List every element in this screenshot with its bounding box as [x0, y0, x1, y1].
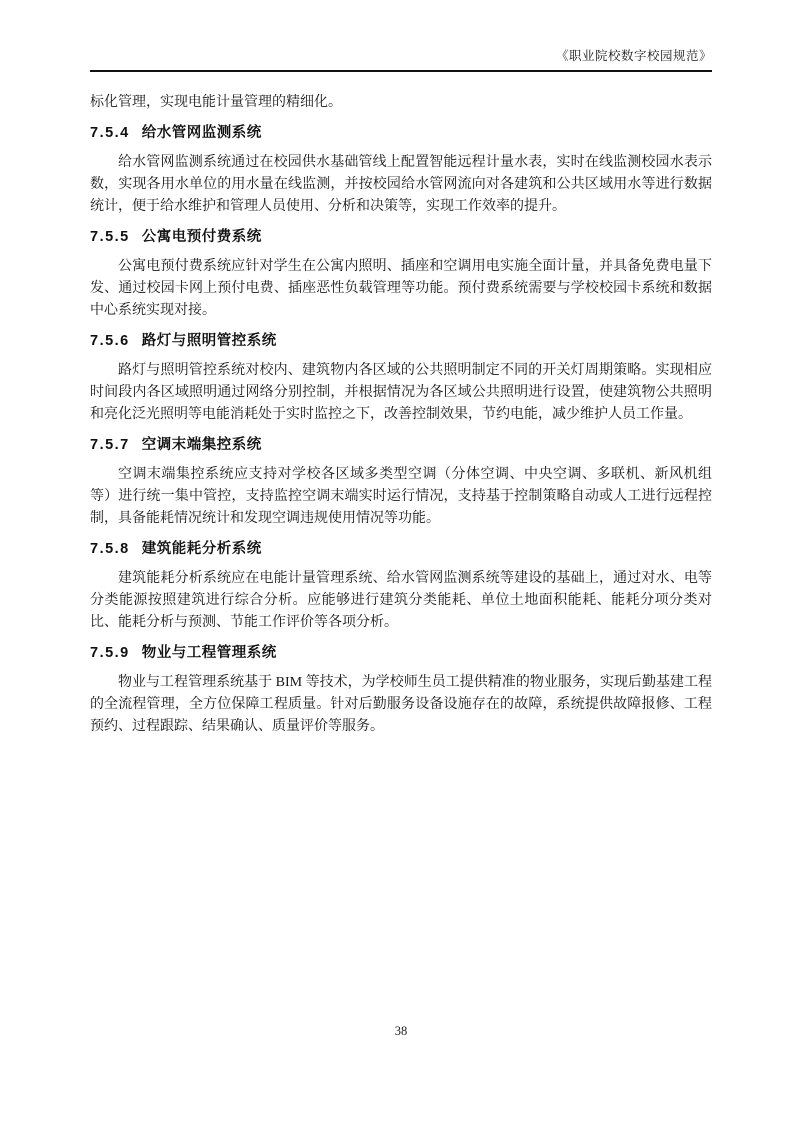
section-number: 7.5.8: [90, 541, 130, 557]
section-title: 空调末端集控系统: [141, 437, 262, 453]
section-heading: [90, 227, 712, 247]
section-body: 公寓电预付费系统应针对学生在公寓内照明、插座和空调用电实施全面计量，并具备免费电量下发、通过校园卡网上预付电费、插座恶性负载管理等功能。预付费系统需要与学校校园卡系统和数据中心系统实现对接。: [90, 259, 712, 318]
section-heading: [90, 643, 712, 663]
section-title: 物业与工程管理系统: [141, 645, 277, 661]
section-number: 7.5.6: [90, 333, 130, 349]
section-body: 建筑能耗分析系统应在电能计量管理系统、给水管网监测系统等建设的基础上，通过对水、电等分类能源按照建筑进行综合分析。应能够进行建筑分类能耗、单位土地面积能耗、能耗分项分类对比、能耗分析与预测、节能工作评价等各项分析。: [90, 571, 712, 630]
section-number: 7.5.5: [90, 229, 130, 245]
running-header: [90, 48, 712, 72]
section-heading: [90, 435, 712, 455]
section-body: 给水管网监测系统通过在校园供水基础管线上配置智能远程计量水表，实时在线监测校园水表示数，实现各用水单位的用水量在线监测，并按校园给水管网流向对各建筑和公共区域用水等进行数据统计，便于给水维护和管理人员使用、分析和决策等，实现工作效率的提升。: [90, 155, 712, 214]
section-body: 物业与工程管理系统基于 BIM 等技术，为学校师生员工提供精准的物业服务，实现后勤基建工程的全流程管理，全方位保障工程质量。针对后勤服务设备设施存在的故障，系统提供故障报修、工程预约、过程跟踪、结果确认、质量评价等服务。: [90, 675, 712, 734]
section-body: 路灯与照明管控系统对校内、建筑物内各区域的公共照明制定不同的开关灯周期策略。实现相应时间段内各区域照明通过网络分别控制，并根据情况为各区域公共照明进行设置，使建筑物公共照明和亮化泛光照明等电能消耗处于实时监控之下，改善控制效果，节约电能，减少维护人员工作量。: [90, 363, 712, 422]
section-heading: [90, 331, 712, 351]
section-7-5-6: [90, 331, 712, 426]
section-7-5-9: [90, 643, 712, 738]
page-content: [90, 48, 712, 738]
section-title: 建筑能耗分析系统: [141, 541, 262, 557]
section-7-5-8: [90, 539, 712, 634]
section-number: 7.5.7: [90, 437, 130, 453]
section-7-5-7: [90, 435, 712, 530]
section-heading: [90, 539, 712, 559]
page-number: 38: [394, 1024, 408, 1038]
section-title: 路灯与照明管控系统: [141, 333, 277, 349]
section-number: 7.5.4: [90, 125, 130, 141]
section-title: 给水管网监测系统: [141, 125, 262, 141]
body-text: [90, 92, 712, 738]
section-title: 公寓电预付费系统: [141, 229, 262, 245]
continuation-paragraph: 标化管理，实现电能计量管理的精细化。: [90, 95, 342, 110]
section-7-5-5: [90, 227, 712, 322]
section-body: 空调末端集控系统应支持对学校各区域多类型空调（分体空调、中央空调、多联机、新风机组等）进行统一集中管控，支持监控空调末端实时运行情况，支持基于控制策略自动或人工进行远程控制，具备能耗情况统计和发现空调违规使用情况等功能。: [90, 467, 712, 526]
section-number: 7.5.9: [90, 645, 130, 661]
running-header-title: 《职业院校数字校园规范》: [555, 49, 712, 63]
section-heading: [90, 123, 712, 143]
section-7-5-4: [90, 123, 712, 218]
